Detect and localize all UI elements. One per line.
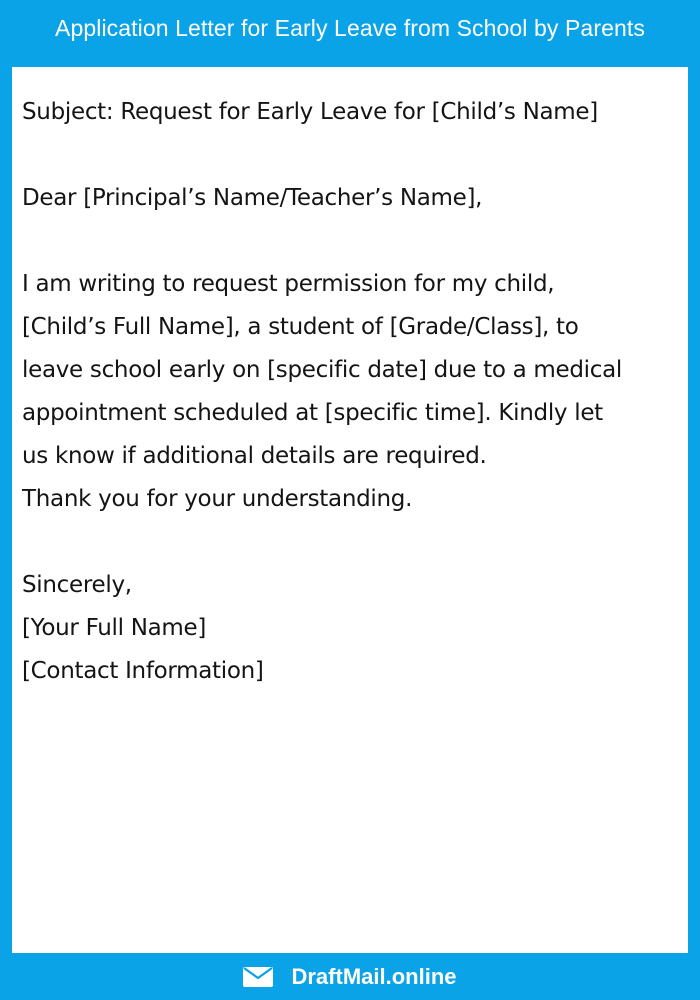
mail-icon	[243, 967, 273, 987]
footer-brand-link[interactable]: DraftMail.online	[291, 963, 457, 989]
letter-paper	[12, 67, 688, 953]
letter-thanks: Thank you for your understanding.	[22, 486, 413, 512]
letter-contact: [Contact Information]	[22, 658, 264, 684]
page-title: Application Letter for Early Leave from School by Parents	[55, 14, 645, 41]
letter-body-line: appointment scheduled at [specific time]. Kindly let	[22, 400, 603, 426]
letter-body-line: [Child’s Full Name], a student of [Grade/Class], to	[22, 314, 579, 340]
letter-subject: Subject: Request for Early Leave for [Child’s Name]	[22, 99, 598, 125]
letter-body-line: I am writing to request permission for my child,	[22, 271, 555, 297]
spacer	[22, 521, 678, 564]
spacer	[22, 220, 678, 263]
letter-salutation: Dear [Principal’s Name/Teacher’s Name],	[22, 185, 483, 211]
letter-body-line: leave school early on [specific date] due to a medical	[22, 357, 622, 383]
spacer	[22, 134, 678, 177]
letter-body-line: us know if additional details are required.	[22, 443, 487, 469]
page-header	[0, 0, 700, 56]
letter-sender-name: [Your Full Name]	[22, 615, 207, 641]
page-footer	[0, 953, 700, 1000]
letter-closing: Sincerely,	[22, 572, 132, 598]
